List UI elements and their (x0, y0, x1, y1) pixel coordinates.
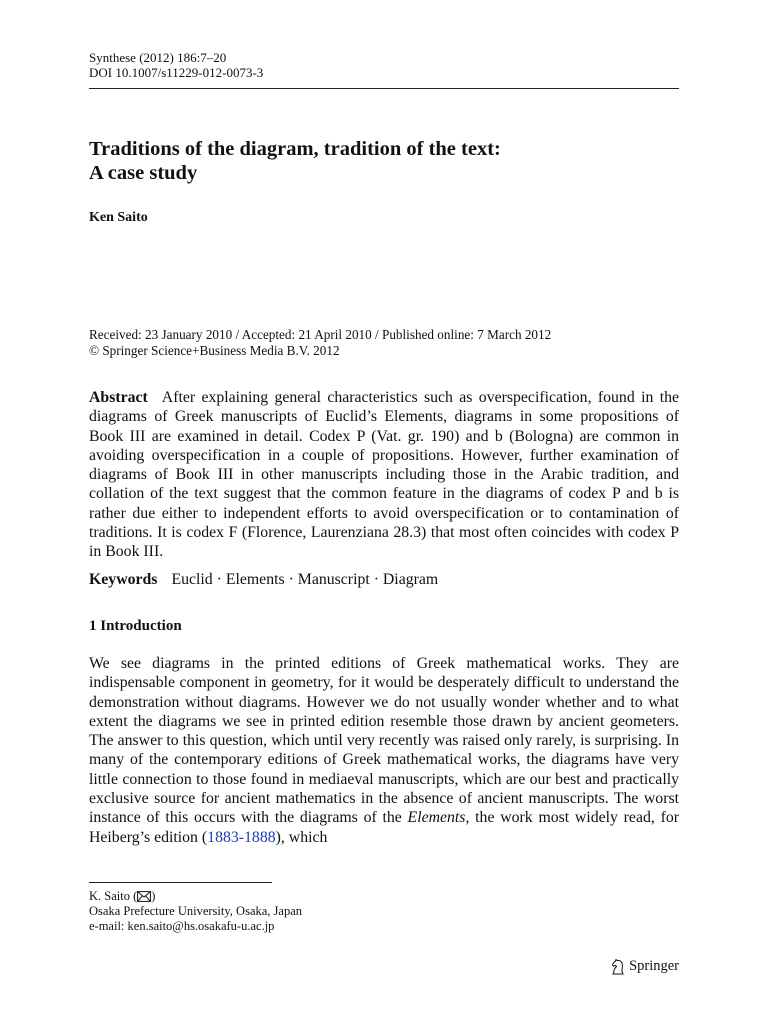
abstract (89, 388, 679, 562)
footnote-affiliation: Osaka Prefecture University, Osaka, Japan (89, 904, 303, 918)
footnote-name-close: ) (151, 889, 156, 903)
chess-knight-icon (611, 959, 625, 975)
copyright-line: © Springer Science+Business Media B.V. 2012 (89, 343, 340, 358)
introduction-paragraph (89, 654, 679, 847)
publication-dates (89, 327, 551, 359)
doi[interactable]: DOI 10.1007/s11229-012-0073-3 (89, 65, 264, 80)
keywords-label: Keywords (89, 571, 158, 588)
header-rule (89, 88, 679, 89)
envelope-icon (137, 891, 151, 902)
footnote-name-line (89, 889, 302, 904)
intro-text-2: , the work most widely read, for Heiberg’s edition ( (89, 809, 679, 846)
title-line-2: A case study (89, 162, 198, 184)
intro-text-1: We see diagrams in the printed editions of Greek mathematical works. They are indispensable component in geometry, for it would be desperately difficult to understand the demonstration without diagrams. However we do not usually wonder whether and to what extent the diagrams we see in printed edition resemble those drawn by ancient geometers. The answer to this question, which until very recently was raised only rarely, is surprising. In many of the contemporary editions of Greek mathematical works, the diagrams have very little connection to those found in mediaeval manuscripts, which are our best and practically exclusive source for ancient mathematics in the absence of ancient manuscripts. The worst instance of this occurs with the diagrams of the (89, 655, 679, 827)
keywords (89, 571, 438, 589)
springer-logo (583, 958, 679, 975)
received-line: Received: 23 January 2010 / Accepted: 21 April 2010 / Published online: 7 March 2012 (89, 327, 552, 342)
intro-text-3: ), which (275, 828, 328, 846)
author-footnote (89, 889, 302, 934)
keywords-text: Euclid · Elements · Manuscript · Diagram (171, 571, 439, 588)
abstract-label: Abstract (89, 389, 148, 406)
title-line-1: Traditions of the diagram, tradition of the text: (89, 138, 501, 160)
springer-label: Springer (629, 958, 679, 974)
journal-header (89, 50, 263, 80)
citation-link[interactable]: 1883-1888 (207, 828, 276, 846)
footnote-rule (89, 882, 272, 883)
section-heading: 1 Introduction (89, 618, 182, 634)
paper-page (89, 0, 679, 1024)
footnote-name: K. Saito ( (89, 889, 138, 903)
footnote-email[interactable]: e-mail: ken.saito@hs.osakafu-u.ac.jp (89, 919, 275, 933)
intro-italic-title: Elements (407, 809, 466, 827)
paper-title (89, 137, 679, 185)
journal-citation: Synthese (2012) 186:7–20 (89, 50, 227, 65)
abstract-text: After explaining general characteristics such as overspecification, found in the diagrams of Greek manuscripts of Euclid’s Elements, diagrams in some propositions of Book III are examined in detail. Codex P (Vat. gr. 190) and b (Bologna) are common in avoiding overspecification in a couple of propositions. However, further examination of diagrams of Book III in other manuscripts including those in the Arabic tradition, and collation of the text suggest that the common feature in the diagrams of codex P and b is rather due either to independent efforts to avoid overspecification or to contamination of traditions. It is codex F (Florence, Laurenziana 28.3) that most often coincides with codex P in Book III. (89, 389, 679, 561)
author-name: Ken Saito (89, 210, 148, 225)
